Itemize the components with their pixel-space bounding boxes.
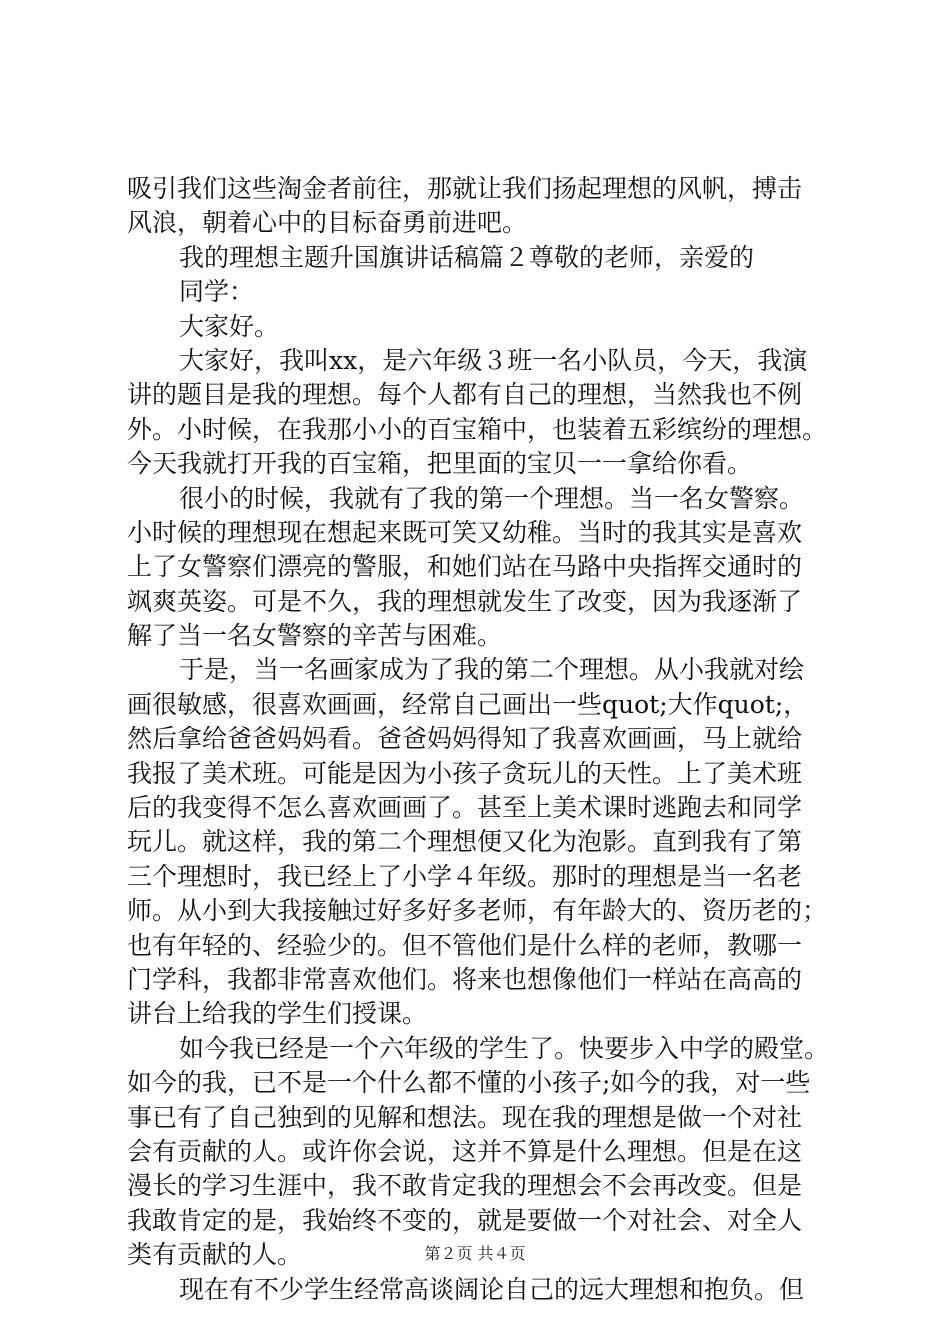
text-line: 事已有了自己独到的见解和想法。现在我的理想是做一个对社: [127, 1102, 803, 1132]
text-line: 讲的题目是我的理想。每个人都有自己的理想，当然我也不例: [127, 380, 803, 410]
body-text: [127, 172, 830, 1307]
text-line: 今天我就打开我的百宝箱，把里面的宝贝一一拿给你看。: [127, 449, 753, 479]
text-line: 上了女警察们漂亮的警服，和她们站在马路中央指挥交通时的: [127, 552, 803, 582]
text-line: 外。小时候，在我那小小的百宝箱中，也装着五彩缤纷的理想。: [127, 414, 828, 444]
text-line: 很小的时候，我就有了我的第一个理想。当一名女警察。: [179, 483, 805, 513]
page-number-label: 第２页 共４页: [424, 1244, 526, 1263]
text-line: 飒爽英姿。可是不久，我的理想就发生了改变，因为我逐渐了: [127, 586, 803, 616]
text-line: 我敢肯定的是，我始终不变的，就是要做一个对社会、对全人: [127, 1205, 803, 1235]
text-line: 现在有不少学生经常高谈阔论自己的远大理想和抱负。但: [179, 1274, 805, 1304]
text-line: 类有贡献的人。: [127, 1240, 303, 1270]
text-line: 吸引我们这些淘金者前往，那就让我们扬起理想的风帆，搏击: [127, 174, 803, 203]
text-line: 师。从小到大我接触过好多好多老师，有年龄大的、资历老的；: [127, 896, 828, 926]
text-line: 后的我变得不怎么喜欢画画了。甚至上美术课时逃跑去和同学: [127, 793, 803, 823]
text-line: 我报了美术班。可能是因为小孩子贪玩儿的天性。上了美术班: [127, 758, 803, 788]
text-line: 门学科，我都非常喜欢他们。将来也想像他们一样站在高高的: [127, 964, 803, 994]
text-line: 如今的我，已不是一个什么都不懂的小孩子;如今的我，对一些: [127, 1068, 811, 1098]
text-line: 大家好，我叫xx，是六年级３班一名小队员，今天，我演: [179, 345, 808, 375]
text-line: 风浪，朝着心中的目标奋勇前进吧。: [127, 208, 528, 238]
text-line: 会有贡献的人。或许你会说，这并不算是什么理想。但是在这: [127, 1136, 803, 1166]
text-line: 漫长的学习生涯中，我不敢肯定我的理想会不会再改变。但是: [127, 1171, 803, 1201]
text-line: 三个理想时，我已经上了小学４年级。那时的理想是当一名老: [127, 861, 803, 891]
text-line: 大家好。: [179, 311, 280, 341]
text-line: 玩儿。就这样，我的第二个理想便又化为泡影。直到我有了第: [127, 827, 803, 857]
text-line: 解了当一名女警察的辛苦与困难。: [127, 621, 503, 651]
text-line: 讲台上给我的学生们授课。: [127, 999, 428, 1029]
text-line: 然后拿给爸爸妈妈看。爸爸妈妈得知了我喜欢画画，马上就给: [127, 724, 803, 754]
text-line: 也有年轻的、经验少的。但不管他们是什么样的老师，教哪一: [127, 930, 803, 960]
page-footer: [0, 1243, 950, 1265]
text-line: 于是，当一名画家成为了我的第二个理想。从小我就对绘: [179, 655, 805, 685]
text-line: 我的理想主题升国旗讲话稿篇２尊敬的老师，亲爱的: [179, 242, 755, 272]
text-line: 小时候的理想现在想起来既可笑又幼稚。当时的我其实是喜欢: [127, 517, 803, 547]
text-line: 同学：: [179, 277, 255, 307]
text-line: 如今我已经是一个六年级的学生了。快要步入中学的殿堂。: [179, 1033, 830, 1063]
text-line: 画很敏感，很喜欢画画，经常自己画出一些quot;大作quot;，: [127, 689, 809, 719]
